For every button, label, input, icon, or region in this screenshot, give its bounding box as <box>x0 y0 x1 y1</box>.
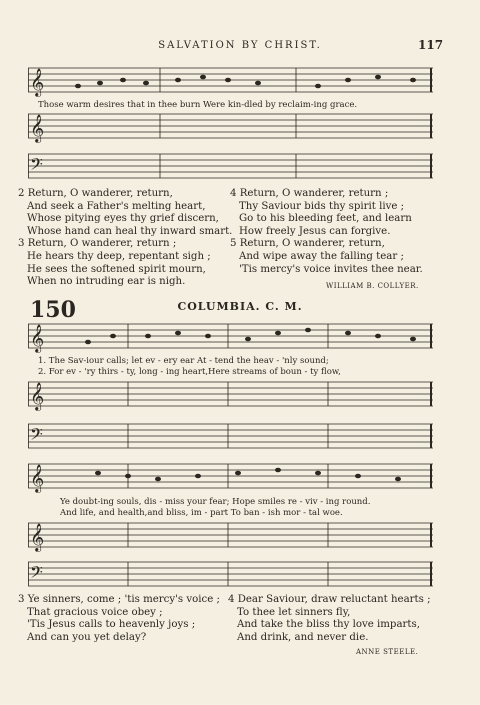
verse-line: Thy Saviour bids thy spirit live ; <box>239 200 405 212</box>
svg-text:𝄞: 𝄞 <box>30 523 45 551</box>
svg-text:𝄢: 𝄢 <box>30 562 43 586</box>
svg-text:𝄢: 𝄢 <box>30 154 43 178</box>
staff-treble-2b <box>28 378 433 412</box>
staff-treble-1b <box>28 110 433 144</box>
page-header: SALVATION BY CHRIST. <box>158 40 322 51</box>
svg-text:𝄢: 𝄢 <box>30 424 43 448</box>
verse-line: When no intruding ear is nigh. <box>27 276 186 288</box>
verses-right <box>230 188 423 276</box>
staff-treble-3b <box>28 519 433 553</box>
lyric-verse-1: 1. The Sav-iour calls; let ev - ery ear At - tend the heav - 'nly sound; <box>38 356 329 366</box>
verse-line: And take the bliss thy love imparts, <box>237 619 420 631</box>
verse-line: Whose pitying eyes thy grief discern, <box>27 213 219 225</box>
verse-line: Go to his bleeding feet, and learn <box>239 213 412 225</box>
staff-treble-3 <box>28 460 433 494</box>
verses-left <box>18 188 232 289</box>
verse-line: 3 Return, O wanderer, return ; <box>18 238 177 250</box>
lyric-verse-2: 2. For ev - 'ry thirs - ty, long - ing heart,Here streams of boun - ty flow, <box>38 367 341 377</box>
verse-line: 3 Ye sinners, come ; 'tis mercy's voice ; <box>18 594 220 605</box>
staff-bass-1 <box>28 150 433 184</box>
verse-line: 5 Return, O wanderer, return, <box>230 238 385 250</box>
verse-line: 2 Return, O wanderer, return, <box>18 188 173 199</box>
staff-bass-3 <box>28 558 433 592</box>
verse-line: 'Tis Jesus calls to heavenly joys ; <box>27 619 196 631</box>
svg-text:𝄞: 𝄞 <box>30 324 45 352</box>
svg-text:𝄞: 𝄞 <box>30 382 45 410</box>
verse-line: 4 Dear Saviour, draw reluctant hearts ; <box>228 594 431 605</box>
verses-bottom-left <box>18 594 220 644</box>
lyric-verse-2: And life, and health,and bliss, im - part To ban - ish mor - tal woe. <box>60 508 343 518</box>
hymn-number: 150 <box>30 297 76 323</box>
staff-treble-2 <box>28 320 433 354</box>
hymn-title: COLUMBIA. C. M. <box>177 300 303 313</box>
verses-bottom-right <box>228 594 431 644</box>
lyric-verse-1: Ye doubt-ing souls, dis - miss your fear; Hope smiles re - viv - ing round. <box>60 497 371 507</box>
author-credit: ANNE STEELE. <box>356 648 419 656</box>
lyric-line: Those warm desires that in thee burn Were kin-dled by reclaim-ing grace. <box>38 100 358 110</box>
verse-line: And can you yet delay? <box>27 631 147 643</box>
verse-line: 'Tis mercy's voice invites thee near. <box>239 263 423 275</box>
staff-treble-1 <box>28 62 433 100</box>
verse-line: To thee let sinners fly, <box>237 606 351 618</box>
verse-line: He sees the softened spirit mourn, <box>27 263 206 275</box>
svg-text:𝄞: 𝄞 <box>30 68 45 96</box>
svg-text:𝄞: 𝄞 <box>30 464 45 492</box>
author-credit: WILLIAM B. COLLYER. <box>326 282 419 290</box>
verse-line: And drink, and never die. <box>237 631 369 643</box>
page-number: 117 <box>418 38 444 52</box>
verse-line: He hears thy deep, repentant sigh ; <box>27 250 211 262</box>
verse-line: Whose hand can heal thy inward smart. <box>27 225 233 237</box>
verse-line: 4 Return, O wanderer, return ; <box>230 188 389 199</box>
svg-text:𝄞: 𝄞 <box>30 114 45 142</box>
verse-line: How freely Jesus can forgive. <box>239 225 391 237</box>
verse-line: And seek a Father's melting heart, <box>27 200 206 212</box>
staff-bass-2 <box>28 420 433 454</box>
verse-line: And wipe away the falling tear ; <box>239 250 404 262</box>
verse-line: That gracious voice obey ; <box>27 606 163 618</box>
